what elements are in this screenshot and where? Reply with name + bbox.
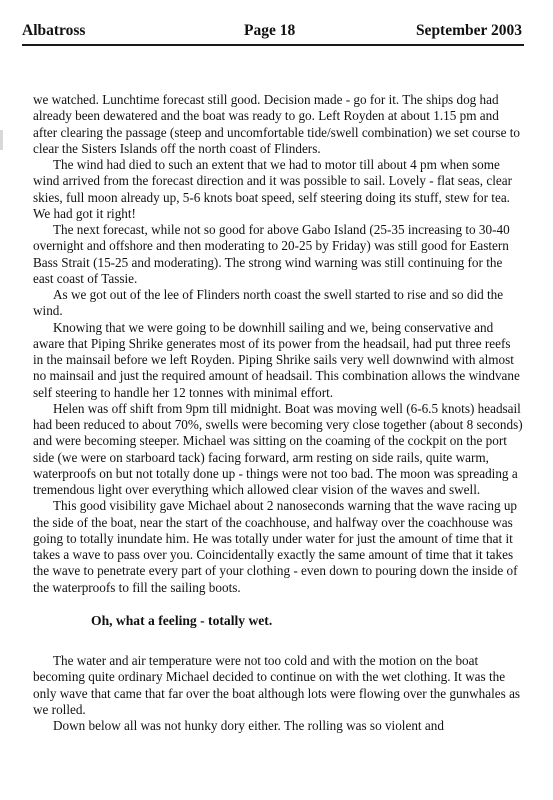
scan-binding-mark (0, 130, 3, 150)
paragraph: As we got out of the lee of Flinders north coast the swell started to rise and so did the wind. (33, 287, 504, 319)
paragraph: Knowing that we were going to be downhill sailing and we, being conservative and aware that Piping Shrike generates most of its power from the headsail, had put three reefs in the mainsail before we left Royden. Piping Shrike sails very well downwind with almost no mainsail and just the required amount of headsail. This combination allows the windvane self steering to handle her 12 tonnes with minimal effort. (33, 319, 520, 400)
paragraph: Helen was off shift from 9pm till midnight. Boat was moving well (6-6.5 knots) headsail had been reduced to about 70%, swells were becoming very close together (about 8 seconds) and were becoming steeper. Michael was sitting on the coaming of the cockpit on the port side (we were on starboard tack) facing forward, arm resting on side rails, quite warm, waterproofs on but not totally done up - things were not too bad. The moon was spreading a tremendous light over everything which allowed clear vision of the waves and swell. (33, 400, 523, 497)
header-rule (22, 44, 524, 46)
article-body (33, 92, 523, 734)
issue-date: September 2003 (415, 22, 522, 39)
paragraph: The water and air temperature were not too cold and with the motion on the boat becoming quite ordinary Michael decided to continue on with the wet clothing. It was the only wave that came that far over the boat although lots were flowing over the gunwhales as we rolled. (33, 653, 521, 717)
paragraph: The next forecast, while not so good for above Gabo Island (25-35 increasing to 30-40 overnight and offshore and then moderating to 20-25 by Friday) was still good for Eastern Bass Strait (15-25 and moderating). The strong wind warning was still continuing for the east coast of Tassie. (33, 222, 510, 286)
paragraph: This good visibility gave Michael about 2 nanoseconds warning that the wave racing up the side of the boat, near the start of the coachhouse, and halfway over the coachhouse was going to totally inundate him. He was totally under water for just the amount of time that it takes a wave to pass over you. Coincidentally exactly the same amount of time that it takes the wave to penetrate every part of your clothing - even down to pouring down the inside of the waterproofs to fill the sailing boots. (33, 498, 518, 595)
paragraph: Down below all was not hunky dory either. The rolling was so violent and (53, 718, 444, 733)
paragraph: The wind had died to such an extent that we had to motor till about 4 pm when some wind arrived from the forecast direction and it was possible to sail. Lovely - flat seas, clear skies, full moon already up, 5-6 knots boat speed, self steering doing its stuff, stew for tea. We had got it right! (33, 157, 512, 221)
newsletter-title: Albatross (22, 22, 86, 39)
section-heading: Oh, what a feeling - totally wet. (91, 612, 273, 628)
page-number: Page 18 (244, 22, 296, 39)
paragraph: we watched. Lunchtime forecast still good. Decision made - go for it. The ships dog had already been dewatered and the boat was ready to go. Left Royden at about 1.15 pm and after clearing the passage (steep and uncomfortable tide/swell combination) we set course to clear the Sisters Islands off the north coast of Flinders. (33, 92, 521, 156)
page-header (22, 22, 522, 44)
